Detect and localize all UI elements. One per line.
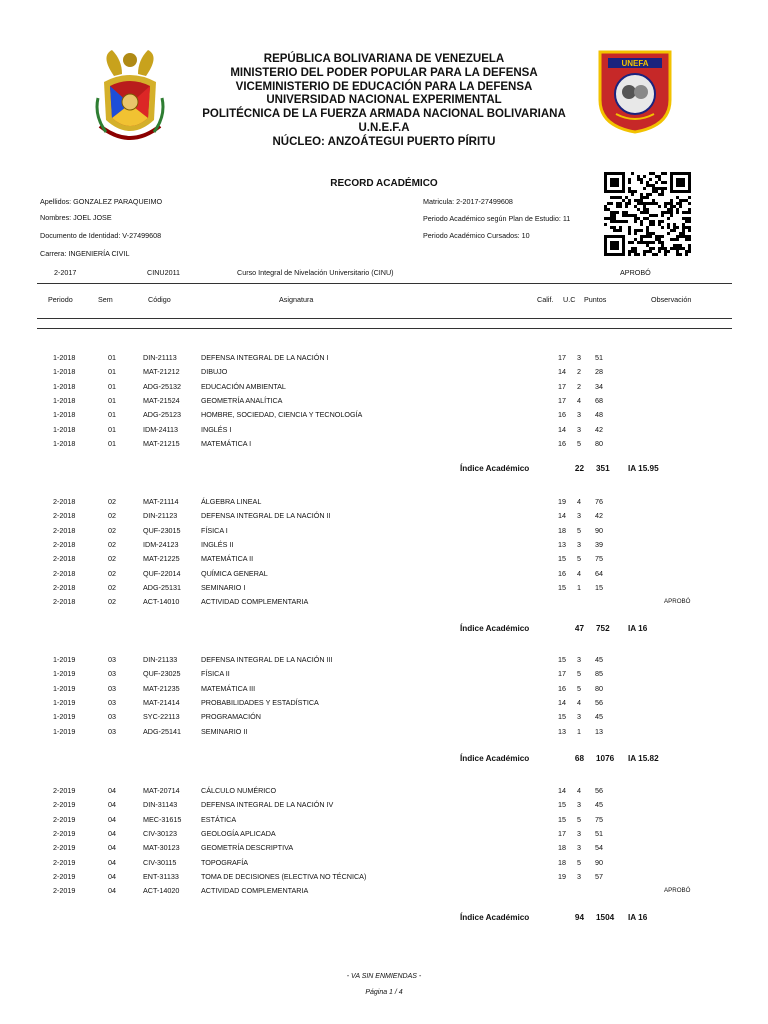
row-semester: 01 — [108, 367, 116, 377]
row-points: 48 — [595, 410, 603, 420]
row-semester: 03 — [108, 697, 116, 707]
row-period: 2-2018 — [53, 568, 76, 578]
row-period: 2-2019 — [53, 886, 76, 896]
row-semester: 02 — [108, 568, 116, 578]
row-points: 57 — [595, 871, 603, 881]
row-code: IDM-24113 — [143, 424, 179, 434]
table-row — [0, 712, 768, 726]
table-row — [0, 511, 768, 525]
row-period: 1-2019 — [53, 697, 76, 707]
row-subject: FÍSICA I — [201, 525, 228, 535]
row-credits: 1 — [577, 582, 581, 592]
row-semester: 04 — [108, 871, 116, 881]
page-number: Página 1 / 4 — [365, 989, 403, 996]
row-subject: SEMINARIO II — [201, 726, 248, 736]
academic-index-points: 351 — [596, 464, 610, 473]
row-period: 1-2019 — [53, 683, 76, 693]
row-points: 39 — [595, 539, 603, 549]
row-semester: 03 — [108, 669, 116, 679]
row-subject: DEFENSA INTEGRAL DE LA NACIÓN IV — [201, 800, 334, 810]
periods-taken: Periodo Académico Cursados: 10 — [423, 231, 530, 240]
row-grade: 18 — [558, 525, 566, 535]
row-points: 75 — [595, 554, 603, 564]
header-line: POLITÉCNICA DE LA FUERZA ARMADA NACIONAL BOLIVARIANA — [202, 108, 566, 121]
row-semester: 02 — [108, 539, 116, 549]
col-uc: U.C — [563, 295, 576, 304]
row-credits: 5 — [577, 814, 581, 824]
col-puntos: Puntos — [584, 295, 607, 304]
row-credits: 3 — [577, 353, 581, 362]
table-rule — [37, 318, 732, 319]
row-subject: SEMINARIO I — [201, 582, 246, 592]
row-code: CIV-30115 — [143, 857, 177, 867]
row-credits: 3 — [577, 655, 581, 664]
academic-index-credits: 68 — [574, 754, 584, 763]
row-points: 90 — [595, 857, 603, 867]
unefa-logo — [598, 50, 672, 134]
row-credits: 5 — [577, 857, 581, 867]
table-row — [0, 800, 768, 814]
row-credits: 3 — [577, 712, 581, 722]
row-grade: 17 — [558, 669, 566, 679]
row-code: ADG-25131 — [143, 582, 181, 592]
row-points: 42 — [595, 424, 603, 434]
row-subject: PROBABILIDADES Y ESTADÍSTICA — [201, 697, 319, 707]
header-line: U.N.E.F.A — [358, 121, 410, 134]
row-semester: 01 — [108, 424, 116, 434]
header-line: VICEMINISTERIO DE EDUCACIÓN PARA LA DEFENSA — [235, 80, 533, 93]
row-points: 56 — [595, 697, 603, 707]
table-row — [0, 540, 768, 554]
row-semester: 02 — [108, 554, 116, 564]
table-row — [0, 872, 768, 886]
row-grade: 14 — [558, 511, 566, 521]
row-grade: 17 — [558, 828, 566, 838]
row-points: 80 — [595, 438, 603, 448]
row-code: IDM-24123 — [143, 539, 179, 549]
table-row — [0, 858, 768, 872]
row-points: 51 — [595, 828, 603, 838]
row-semester: 01 — [108, 438, 116, 448]
row-grade: 16 — [558, 568, 566, 578]
table-row — [0, 497, 768, 511]
row-credits: 2 — [577, 381, 581, 391]
row-period: 1-2018 — [53, 381, 76, 391]
row-grade: 16 — [558, 438, 566, 448]
row-subject: HOMBRE, SOCIEDAD, CIENCIA Y TECNOLOGÍA — [201, 410, 363, 420]
row-code: ACT-14020 — [143, 886, 180, 896]
row-credits: 3 — [577, 843, 581, 853]
row-credits: 4 — [577, 786, 581, 795]
row-subject: PROGRAMACIÓN — [201, 712, 261, 722]
academic-index-label: Índice Académico — [460, 464, 530, 473]
row-points: 15 — [595, 582, 603, 592]
row-code: MAT-21235 — [143, 683, 180, 693]
record-title: RECORD ACADÉMICO — [330, 178, 438, 189]
row-grade: 17 — [558, 353, 566, 362]
row-code: CIV-30123 — [143, 828, 177, 838]
row-points: 80 — [595, 683, 603, 693]
table-row — [0, 425, 768, 439]
row-code: MAT-21212 — [143, 367, 180, 377]
row-semester: 01 — [108, 410, 116, 420]
row-semester: 03 — [108, 655, 116, 664]
academic-index-value: IA 16 — [628, 913, 648, 922]
row-code: ENT-31133 — [143, 871, 179, 881]
row-credits: 3 — [577, 410, 581, 420]
row-semester: 02 — [108, 511, 116, 521]
row-period: 2-2018 — [53, 497, 76, 506]
row-period: 1-2018 — [53, 367, 76, 377]
table-row — [0, 843, 768, 857]
row-period: 2-2019 — [53, 814, 76, 824]
table-row — [0, 597, 768, 611]
table-row — [0, 439, 768, 453]
student-enrollment: Matricula: 2-2017-27499608 — [423, 197, 513, 206]
row-points: 54 — [595, 843, 603, 853]
row-grade: 13 — [558, 726, 566, 736]
row-semester: 02 — [108, 497, 116, 506]
col-periodo: Periodo — [48, 295, 73, 304]
row-semester: 04 — [108, 786, 116, 795]
row-semester: 03 — [108, 712, 116, 722]
row-semester: 03 — [108, 726, 116, 736]
row-semester: 01 — [108, 353, 116, 362]
row-grade: 19 — [558, 871, 566, 881]
row-grade: 15 — [558, 582, 566, 592]
academic-index-row — [0, 913, 768, 927]
row-subject: QUÍMICA GENERAL — [201, 568, 268, 578]
table-row — [0, 554, 768, 568]
row-subject: MATEMÁTICA II — [201, 554, 254, 564]
row-subject: INGLÉS I — [201, 424, 232, 434]
row-period: 2-2019 — [53, 800, 76, 810]
row-grade: 16 — [558, 410, 566, 420]
table-row — [0, 655, 768, 669]
row-code: MAT-21414 — [143, 697, 180, 707]
academic-index-points: 752 — [596, 624, 610, 633]
row-period: 1-2018 — [53, 395, 76, 405]
col-sem: Sem — [98, 295, 113, 304]
row-subject: GEOMETRÍA DESCRIPTIVA — [201, 843, 294, 853]
table-row — [0, 886, 768, 900]
header-line: UNIVERSIDAD NACIONAL EXPERIMENTAL — [266, 94, 502, 107]
row-credits: 3 — [577, 800, 581, 810]
row-code: MEC-31615 — [143, 814, 182, 824]
row-points: 42 — [595, 511, 603, 521]
header-line: REPÚBLICA BOLIVARIANA DE VENEZUELA — [263, 53, 505, 65]
student-id-document: Documento de Identidad: V-27499608 — [40, 231, 162, 240]
row-grade: 18 — [558, 857, 566, 867]
row-credits: 5 — [577, 669, 581, 679]
footer-note: - VA SIN ENMIENDAS - — [346, 973, 422, 980]
row-points: 76 — [595, 497, 603, 506]
row-semester: 04 — [108, 828, 116, 838]
student-surname: Apellidos: GONZALEZ PARAQUEIMO — [40, 197, 163, 206]
row-code: DIN-31143 — [143, 800, 178, 810]
row-period: 1-2019 — [53, 712, 76, 722]
row-points: 68 — [595, 395, 603, 405]
row-subject: TOMA DE DECISIONES (ELECTIVA NO TÉCNICA) — [201, 871, 367, 881]
row-code: ADG-25132 — [143, 381, 181, 391]
row-code: DIN-21133 — [143, 655, 178, 664]
row-grade: 19 — [558, 497, 566, 506]
row-period: 1-2018 — [53, 410, 76, 420]
row-code: MAT-20714 — [143, 786, 180, 795]
row-grade: 17 — [558, 381, 566, 391]
row-grade: 14 — [558, 367, 566, 377]
row-observation: APROBÓ — [664, 598, 691, 606]
row-subject: MATEMÁTICA I — [201, 438, 252, 448]
row-subject: DEFENSA INTEGRAL DE LA NACIÓN III — [201, 655, 333, 664]
academic-index-credits: 47 — [574, 624, 584, 633]
row-points: 45 — [595, 655, 603, 664]
academic-index-label: Índice Académico — [460, 754, 530, 763]
row-code: MAT-21215 — [143, 438, 180, 448]
row-subject: ACTIVIDAD COMPLEMENTARIA — [201, 886, 309, 896]
row-credits: 5 — [577, 525, 581, 535]
row-points: 64 — [595, 568, 603, 578]
row-code: MAT-21524 — [143, 395, 180, 405]
table-row — [0, 698, 768, 712]
row-credits: 4 — [577, 497, 581, 506]
row-subject: DEFENSA INTEGRAL DE LA NACIÓN I — [201, 353, 329, 362]
periods-by-plan: Periodo Académico según Plan de Estudio: 11 — [423, 214, 571, 223]
row-period: 2-2018 — [53, 511, 76, 521]
row-grade: 14 — [558, 424, 566, 434]
row-credits: 5 — [577, 554, 581, 564]
row-semester: 04 — [108, 886, 116, 896]
header-line: NÚCLEO: ANZOÁTEGUI PUERTO PÍRITU — [272, 135, 496, 148]
row-semester: 04 — [108, 843, 116, 853]
row-period: 2-2018 — [53, 554, 76, 564]
row-subject: DEFENSA INTEGRAL DE LA NACIÓN II — [201, 511, 331, 521]
row-points: 45 — [595, 800, 603, 810]
table-row — [0, 410, 768, 424]
row-credits: 2 — [577, 367, 581, 377]
row-grade: 15 — [558, 800, 566, 810]
academic-index-value: IA 15.95 — [628, 464, 659, 473]
row-period: 1-2018 — [53, 353, 76, 362]
row-grade: 17 — [558, 395, 566, 405]
row-code: QUF-22014 — [143, 568, 181, 578]
cinu-period: 2-2017 — [54, 268, 77, 277]
academic-index-value: IA 16 — [628, 624, 648, 633]
row-points: 34 — [595, 381, 603, 391]
academic-index-label: Índice Académico — [460, 913, 530, 922]
row-period: 2-2018 — [53, 539, 76, 549]
row-semester: 04 — [108, 814, 116, 824]
table-row — [0, 526, 768, 540]
row-code: MAT-21225 — [143, 554, 180, 564]
row-grade: 13 — [558, 539, 566, 549]
academic-index-credits: 22 — [574, 464, 584, 473]
row-period: 1-2019 — [53, 655, 76, 664]
row-grade: 14 — [558, 697, 566, 707]
row-credits: 4 — [577, 395, 581, 405]
table-row — [0, 669, 768, 683]
student-career: Carrera: INGENIERÍA CIVIL — [40, 249, 130, 258]
table-row — [0, 829, 768, 843]
row-period: 1-2018 — [53, 438, 76, 448]
academic-index-row — [0, 754, 768, 768]
row-credits: 1 — [577, 726, 581, 736]
academic-index-value: IA 15.82 — [628, 754, 659, 763]
row-period: 2-2019 — [53, 871, 76, 881]
row-period: 2-2018 — [53, 525, 76, 535]
row-observation: APROBÓ — [664, 887, 691, 895]
table-row — [0, 786, 768, 800]
coat-of-arms-logo — [92, 46, 168, 148]
row-credits: 3 — [577, 871, 581, 881]
col-codigo: Código — [148, 295, 171, 304]
row-period: 1-2019 — [53, 669, 76, 679]
academic-index-label: Índice Académico — [460, 624, 530, 633]
col-observacion: Observación — [651, 295, 692, 304]
table-rule — [37, 328, 732, 329]
row-credits: 3 — [577, 511, 581, 521]
row-semester: 01 — [108, 395, 116, 405]
row-points: 85 — [595, 669, 603, 679]
row-credits: 3 — [577, 424, 581, 434]
col-calif: Calif. — [537, 295, 554, 304]
row-period: 1-2019 — [53, 726, 76, 736]
row-code: MAT-30123 — [143, 843, 180, 853]
row-points: 75 — [595, 814, 603, 824]
row-semester: 02 — [108, 582, 116, 592]
row-period: 2-2019 — [53, 828, 76, 838]
row-subject: DIBUJO — [201, 367, 228, 377]
row-points: 90 — [595, 525, 603, 535]
row-subject: ACTIVIDAD COMPLEMENTARIA — [201, 597, 309, 607]
row-grade: 18 — [558, 843, 566, 853]
row-credits: 4 — [577, 697, 581, 707]
row-credits: 3 — [577, 539, 581, 549]
row-points: 13 — [595, 726, 603, 736]
header-line: MINISTERIO DEL PODER POPULAR PARA LA DEFENSA — [230, 66, 538, 79]
row-credits: 5 — [577, 438, 581, 448]
row-credits: 5 — [577, 683, 581, 693]
row-period: 2-2019 — [53, 786, 76, 795]
row-semester: 04 — [108, 857, 116, 867]
row-grade: 15 — [558, 655, 566, 664]
row-period: 2-2019 — [53, 857, 76, 867]
row-semester: 04 — [108, 800, 116, 810]
table-row — [0, 569, 768, 583]
institution-header — [170, 53, 598, 150]
row-code: DIN-21123 — [143, 511, 178, 521]
row-code: ADG-25141 — [143, 726, 181, 736]
header-rule — [37, 283, 732, 284]
row-semester: 02 — [108, 525, 116, 535]
row-subject: TOPOGRAFÍA — [201, 857, 248, 867]
academic-index-row — [0, 464, 768, 478]
row-subject: INGLÉS II — [201, 539, 234, 549]
row-semester: 03 — [108, 683, 116, 693]
row-code: DIN-21113 — [143, 353, 177, 362]
col-asignatura: Asignatura — [279, 295, 314, 304]
row-subject: ÁLGEBRA LINEAL — [201, 497, 262, 506]
row-code: ADG-25123 — [143, 410, 181, 420]
table-row — [0, 684, 768, 698]
row-grade: 15 — [558, 814, 566, 824]
academic-index-points: 1504 — [596, 913, 615, 922]
row-subject: EDUCACIÓN AMBIENTAL — [201, 381, 286, 391]
table-row — [0, 382, 768, 396]
table-row — [0, 396, 768, 410]
table-row — [0, 583, 768, 597]
row-code: QUF-23025 — [143, 669, 181, 679]
row-credits: 3 — [577, 828, 581, 838]
row-subject: GEOMETRÍA ANALÍTICA — [201, 395, 283, 405]
cinu-observation: APROBÓ — [620, 268, 651, 277]
row-semester: 02 — [108, 597, 116, 607]
row-grade: 14 — [558, 786, 566, 795]
table-row — [0, 353, 768, 367]
row-period: 2-2018 — [53, 582, 76, 592]
row-subject: CÁLCULO NUMÉRICO — [201, 786, 277, 795]
cinu-code: CINU2011 — [147, 268, 181, 277]
row-code: QUF-23015 — [143, 525, 181, 535]
row-code: SYC-22113 — [143, 712, 180, 722]
academic-index-row — [0, 624, 768, 638]
row-subject: FÍSICA II — [201, 669, 230, 679]
row-subject: GEOLOGÍA APLICADA — [201, 828, 276, 838]
row-period: 1-2018 — [53, 424, 76, 434]
row-points: 28 — [595, 367, 603, 377]
table-row — [0, 815, 768, 829]
qr-code — [603, 172, 691, 256]
row-period: 2-2018 — [53, 597, 76, 607]
student-names: Nombres: JOEL JOSE — [40, 213, 112, 222]
row-subject: ESTÁTICA — [201, 814, 237, 824]
row-semester: 01 — [108, 381, 116, 391]
row-points: 45 — [595, 712, 603, 722]
row-grade: 15 — [558, 554, 566, 564]
unefa-logo-text: UNEFA — [621, 59, 649, 68]
row-grade: 16 — [558, 683, 566, 693]
row-code: ACT-14010 — [143, 597, 180, 607]
row-subject: MATEMÁTICA III — [201, 683, 256, 693]
academic-index-points: 1076 — [596, 754, 615, 763]
row-period: 2-2019 — [53, 843, 76, 853]
row-points: 51 — [595, 353, 603, 362]
row-points: 56 — [595, 786, 603, 795]
academic-index-credits: 94 — [574, 913, 584, 922]
table-row — [0, 727, 768, 741]
cinu-subject: Curso Integral de Nivelación Universitario (CINU) — [237, 268, 394, 277]
row-grade: 15 — [558, 712, 566, 722]
row-credits: 4 — [577, 568, 581, 578]
table-row — [0, 367, 768, 381]
row-code: MAT-21114 — [143, 497, 179, 506]
